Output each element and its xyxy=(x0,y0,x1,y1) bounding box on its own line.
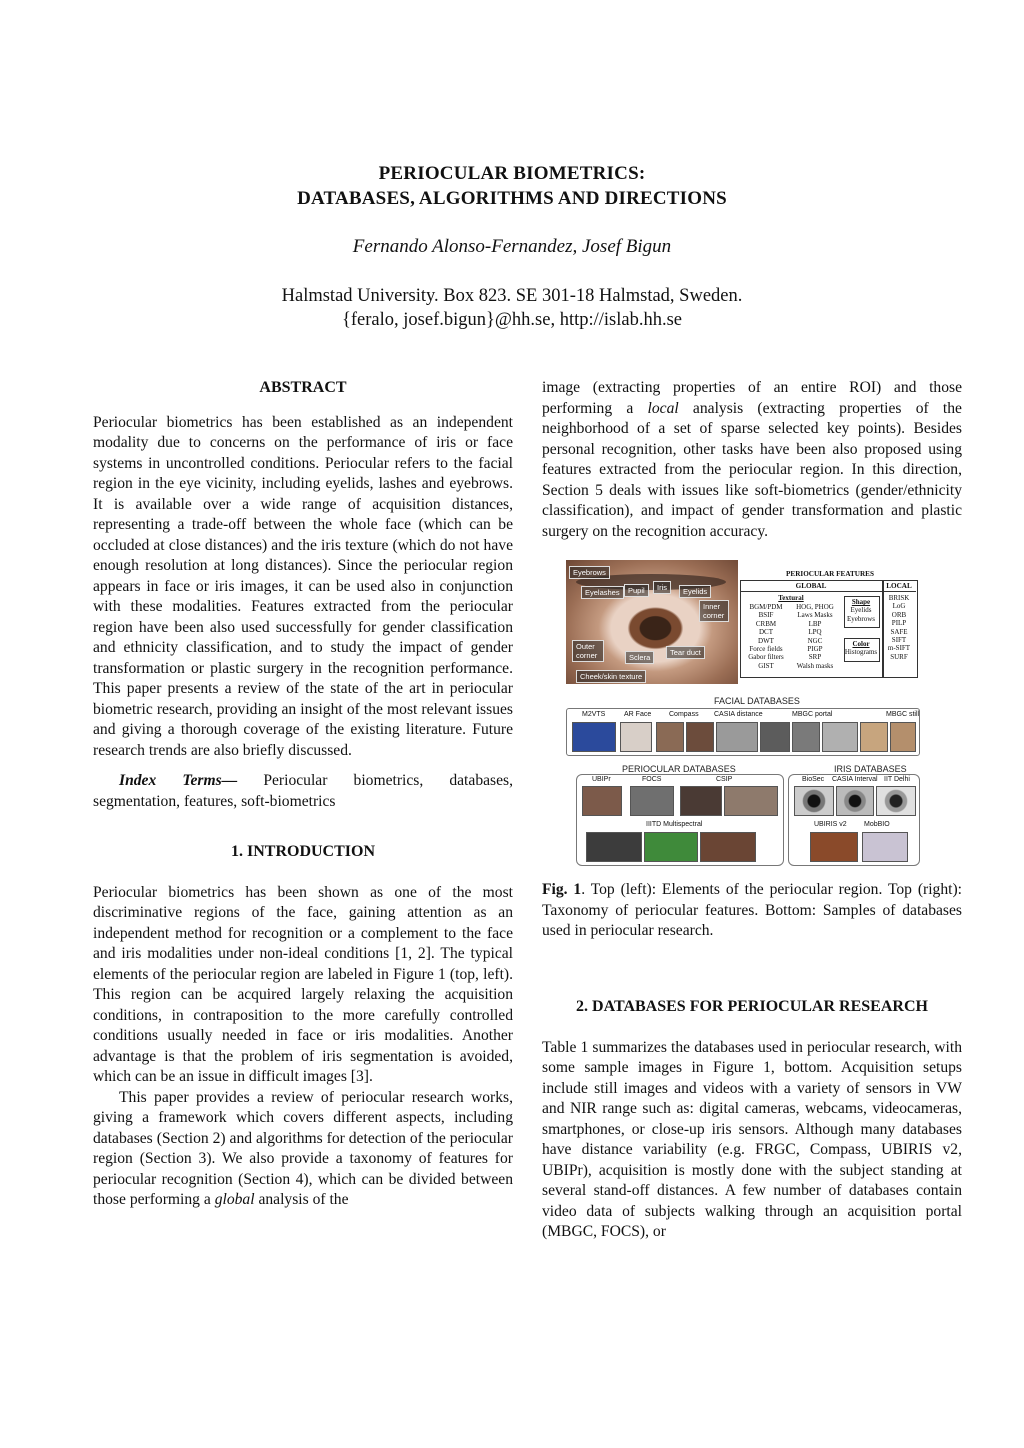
feature-item: SIFT xyxy=(891,636,907,645)
feature-item: m-SIFT xyxy=(887,644,911,653)
feature-item: PIGP xyxy=(807,645,823,654)
paper-title-line1: PERIOCULAR BIOMETRICS: xyxy=(378,163,646,184)
feature-item: LBP xyxy=(808,619,822,628)
right-column-bottom xyxy=(542,997,962,1243)
db-sample-image xyxy=(630,786,674,816)
right-p1-local: local xyxy=(647,399,679,417)
abstract-heading: ABSTRACT xyxy=(259,379,347,396)
db-sample-image xyxy=(794,786,834,816)
db-label: FOCS xyxy=(642,776,662,783)
feature-item: Laws Masks xyxy=(797,611,833,620)
eye-label-sclera: Sclera xyxy=(625,651,654,664)
intro-p2-global: global xyxy=(214,1191,255,1208)
db-label: AR Face xyxy=(624,711,652,718)
contact: {feralo, josef.bigun}@hh.se, http://islab.hh.se xyxy=(342,310,682,330)
shape-list xyxy=(844,598,878,623)
feature-item: LoG xyxy=(892,602,906,611)
facial-databases xyxy=(566,696,920,756)
db-sample-image xyxy=(686,722,714,752)
eye-label-tear-duct: Tear duct xyxy=(666,646,705,659)
intro-p2-a: This paper provides a review of periocular research works, giving a framework which covers different aspects, including databases (Section 2) and algorithms for detection of the periocular region (Section 3). We also provide a taxonomy of features for periocular recognition (Section 4), which can be divided between those performing a xyxy=(93,1088,513,1208)
db-sample-image xyxy=(680,786,722,816)
feature-item: HOG, PHOG xyxy=(796,603,834,611)
feature-item: SURF xyxy=(890,652,908,661)
feature-item: Gabor filters xyxy=(748,653,784,662)
db-sample-image xyxy=(644,832,698,862)
right-p1-a: image (extracting properties of an entire ROI) and those performing a xyxy=(542,379,962,417)
db-sample-image xyxy=(760,722,790,752)
feature-item: BRISK xyxy=(888,594,910,602)
eye-label-cheek: Cheek/skin texture xyxy=(576,670,646,683)
db-sample-image xyxy=(836,786,874,816)
color-header: Color xyxy=(852,640,870,648)
taxonomy-title: PERIOCULAR FEATURES xyxy=(786,570,874,578)
eye-label-eyelids: Eyelids xyxy=(679,585,711,598)
left-column xyxy=(93,378,513,1211)
local-list xyxy=(882,594,916,661)
facial-db-title: FACIAL DATABASES xyxy=(714,696,800,706)
db-label: M2VTS xyxy=(582,711,606,718)
paper-title-line2: DATABASES, ALGORITHMS AND DIRECTIONS xyxy=(297,188,727,209)
db-sample-image xyxy=(572,722,616,752)
feature-item: NGC xyxy=(807,636,823,645)
index-terms xyxy=(93,771,513,812)
feature-item: GIST xyxy=(758,661,774,670)
intro-heading: 1. INTRODUCTION xyxy=(230,843,375,860)
db-label: CSIP xyxy=(716,776,733,783)
abstract-text: Periocular biometrics has been established as an independent modality due to concerns on the performance of iris or face systems in uncontrolled conditions. Periocular refers to the facial region in the eye vicinity, including eyelids, lashes and eyebrows. It is available over a wide range of acquisition distances, representing a trade-off between the whole face (which can be occluded at close distances) and the iris texture (which do not have enough resolution at long distances). Since the periocular region appears in face or iris images, it can be used also in conjunction with these modalities. Features extracted from the periocular region have been also used successfully for gender classification and ethnicity classification, and to study the impact of gender transformation or plastic surgery in the recognition performance. This paper presents a review of the state of the art in periocular biometric research, providing an insight of the most relevant issues and giving a thorough coverage of the existing literature. Future research trends are also briefly discussed. xyxy=(93,413,513,759)
db-sample-image xyxy=(792,722,820,752)
eye-image xyxy=(566,560,738,684)
intro-p2-b: analysis of the xyxy=(254,1191,349,1208)
db-sample-image xyxy=(582,786,622,816)
db-label: CASIA Interval xyxy=(832,776,878,783)
db-sample-image xyxy=(822,722,858,752)
periocular-databases xyxy=(566,760,920,866)
affiliation: Halmstad University. Box 823. SE 301-18 Halmstad, Sweden. xyxy=(281,286,743,306)
figure-caption xyxy=(542,880,962,942)
taxonomy-divider xyxy=(740,591,916,592)
eye-label-inner-corner: Inner corner xyxy=(699,600,729,622)
index-terms-label: Index Terms— xyxy=(119,772,238,789)
eye-label-iris: Iris xyxy=(653,581,671,594)
feature-item: Eyebrows xyxy=(847,614,875,623)
periocular-db-title: PERIOCULAR DATABASES xyxy=(622,764,736,774)
db-sample-image xyxy=(860,722,888,752)
db-label: MBGC still xyxy=(886,711,920,718)
db-label: MobBIO xyxy=(864,821,890,828)
db-sample-image xyxy=(876,786,916,816)
feature-item: Walsh masks xyxy=(796,661,834,670)
db-sample-image xyxy=(620,722,652,752)
iris-db-title: IRIS DATABASES xyxy=(834,764,907,774)
right-column-top xyxy=(542,378,962,542)
section2-heading: 2. DATABASES FOR PERIOCULAR RESEARCH xyxy=(576,998,928,1015)
feature-item: ORB xyxy=(891,610,907,619)
feature-item: LPQ xyxy=(808,628,822,637)
feature-item: PILP xyxy=(891,619,907,628)
db-label: CASIA distance xyxy=(714,711,763,718)
db-label: IIITD Multispectral xyxy=(646,821,703,828)
intro-p1: Periocular biometrics has been shown as one of the most discriminative regions of the face, gaining attention as an independent method for recognition or a complement to the face and iris modalities under non-ideal conditions [1, 2]. The typical elements of the periocular region are labeled in Figure 1 (top, left). This region can be acquired largely relaxing the acquisition conditions, in contraposition to the more carefully controlled conditions usually needed in face or iris modalities. Another advantage is that the problem of iris segmentation is avoided, which can be an issue in difficult images [3]. xyxy=(93,883,513,1085)
feature-item: Histograms xyxy=(844,648,878,657)
local-header: LOCAL xyxy=(886,582,912,590)
right-p1-b: analysis (extracting properties of the neighborhood of a set of sparse selected key points). Besides personal recognition, other tasks have been also proposed using features extracted from the periocular region. In this direction, Section 5 deals with issues like soft-biometrics (gender/ethnicity classification), and impact of gender transformation and plastic surgery on the recognition accuracy. xyxy=(542,399,962,540)
db-label: BioSec xyxy=(802,776,825,783)
eye-label-pupil: Pupil xyxy=(624,584,649,597)
db-sample-image xyxy=(586,832,642,862)
db-label: UBIPr xyxy=(592,776,611,783)
db-sample-image xyxy=(700,832,756,862)
db-label: MBGC portal xyxy=(792,711,833,718)
feature-item: Eyelids xyxy=(850,606,872,615)
eye-label-eyelashes: Eyelashes xyxy=(581,586,624,599)
authors: Fernando Alonso-Fernandez, Josef Bigun xyxy=(352,236,672,257)
feature-item: BGM/PDM xyxy=(749,603,783,611)
feature-item: CRBM xyxy=(755,619,777,628)
intro-p2 xyxy=(93,1088,513,1211)
global-header: GLOBAL xyxy=(795,582,827,590)
db-sample-image xyxy=(716,722,758,752)
db-label: Compass xyxy=(669,711,699,718)
index-terms-text: Periocular biometrics, databases, segmentation, features, soft-biometrics xyxy=(93,772,513,810)
db-sample-image xyxy=(810,832,858,862)
textural-col2 xyxy=(790,603,840,670)
caption-label: Fig. 1 xyxy=(542,881,582,898)
section2-text: Table 1 summarizes the databases used in periocular research, with some sample images in Figure 1, bottom. Acquisition setups include still images and videos with a variety of sensors in VW and NIR range such as: digital cameras, webcams, videocameras, smartphones, or close-up iris sensors. Although many databases have distance variability (e.g. FRGC, Compass, UBIRIS v2, UBIPr), acquisition is mostly done with the subject standing at several stand-off distances. A few number of databases contain video data of subjects walking through an acquisition portal (MBGC, FOCS), or xyxy=(542,1038,962,1240)
shape-header: Shape xyxy=(851,598,871,606)
eye-label-outer-corner: Outer corner xyxy=(572,640,604,662)
db-label: UBIRIS v2 xyxy=(814,821,847,828)
feature-item: DCT xyxy=(759,628,773,637)
feature-item: Force fields xyxy=(749,645,783,654)
textural-col1 xyxy=(743,603,789,670)
db-sample-image xyxy=(862,832,908,862)
eye-label-eyebrows: Eyebrows xyxy=(569,566,610,579)
color-list xyxy=(844,640,878,657)
features-taxonomy xyxy=(740,560,920,682)
db-label: IIT Delhi xyxy=(884,776,910,783)
feature-item: SAFE xyxy=(890,627,908,636)
right-p1 xyxy=(542,378,962,542)
textural-header: Textural xyxy=(778,594,804,602)
figure-1 xyxy=(566,560,920,866)
feature-item: DWT xyxy=(758,636,774,645)
db-sample-image xyxy=(724,786,778,816)
feature-item: SRP xyxy=(808,653,822,662)
caption-text: . Top (left): Elements of the periocular region. Top (right): Taxonomy of periocular features. Bottom: Samples of databases used in periocular research. xyxy=(542,881,963,939)
feature-item: BSIF xyxy=(758,611,774,620)
db-sample-image xyxy=(890,722,916,752)
db-sample-image xyxy=(656,722,684,752)
